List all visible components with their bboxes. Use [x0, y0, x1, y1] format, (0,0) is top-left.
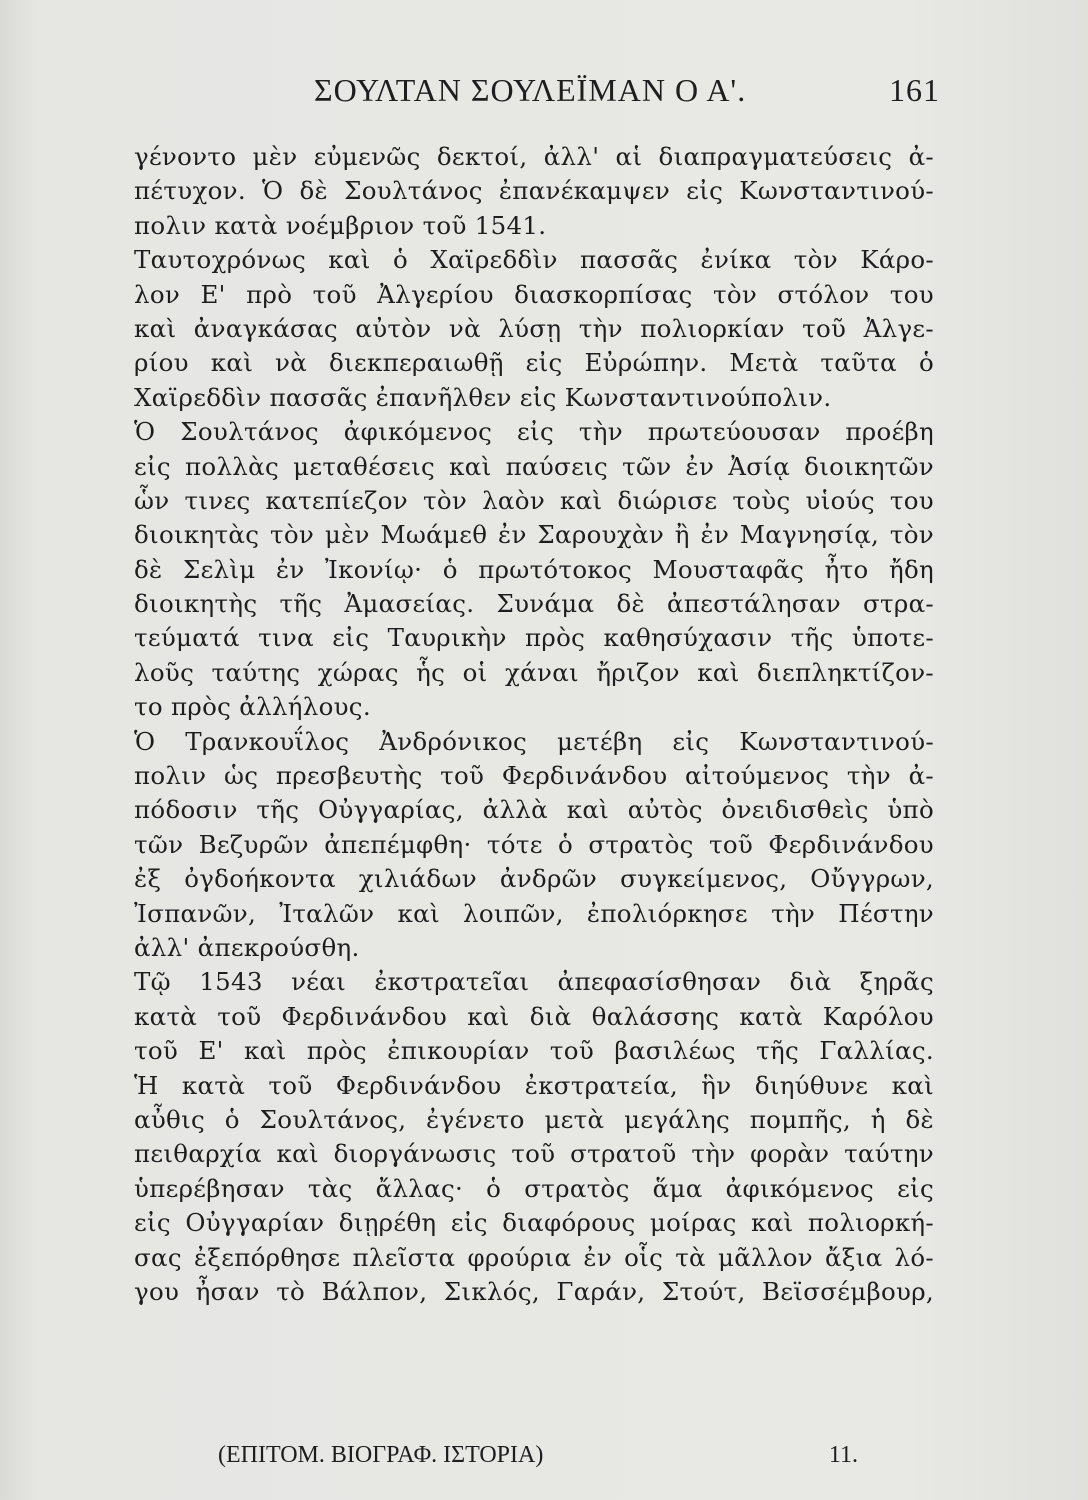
text-line: αὖθις ὁ Σουλτάνος, ἐγένετο μετὰ μεγάλης πομπῆς, ἡ δὲ [134, 1104, 934, 1134]
text-line: Ὁ Σουλτάνος ἀφικόμενος εἰς τὴν πρωτεύουσαν προέβη [134, 417, 934, 447]
text-line: Ταυτοχρόνως καὶ ὁ Χαϊρεδδὶν πασσᾶς ἐνίκα τὸν Κάρο- [134, 245, 934, 275]
text-line: ὑπερέβησαν τὰς ἄλλας· ὁ στρατὸς ἅμα ἀφικόμενος εἰς [134, 1173, 934, 1203]
body-text [134, 140, 934, 1309]
text-line: πολιν ὡς πρεσβευτὴς τοῦ Φερδινάνδου αἰτούμενος τὴν ἀ- [134, 761, 934, 791]
text-line: κατὰ τοῦ Φερδινάνδου καὶ διὰ θαλάσσης κατὰ Καρόλου [134, 1001, 934, 1031]
text-line: πέτυχον. Ὁ δὲ Σουλτάνος ἐπανέκαμψεν εἰς Κωνσταντινού- [134, 176, 934, 206]
sheet-number: 11. [828, 1442, 858, 1468]
page-header [300, 72, 940, 112]
text-line: ἀλλ' ἀπεκρούσθη. [134, 932, 360, 962]
text-line: το πρὸς ἀλλήλους. [134, 692, 371, 722]
text-line: καὶ ἀναγκάσας αὐτὸν νὰ λύσῃ τὴν πολιορκίαν τοῦ Ἀλγε- [134, 313, 934, 343]
page-footer [218, 1442, 858, 1476]
text-line: δὲ Σελὶμ ἐν Ἰκονίῳ· ὁ πρωτότοκος Μουσταφᾶς ἦτο ἤδη [134, 554, 934, 584]
text-line: λον Ε' πρὸ τοῦ Ἀλγερίου διασκορπίσας τὸν στόλον του [134, 279, 934, 309]
text-line: τῶν Βεζυρῶν ἀπεπέμφθη· τότε ὁ στρατὸς τοῦ Φερδινάνδου [134, 829, 934, 859]
text-line: πειθαρχία καὶ διοργάνωσις τοῦ στρατοῦ τὴν φορὰν ταύτην [134, 1139, 934, 1169]
text-line: εἰς Οὐγγαρίαν διῃρέθη εἰς διαφόρους μοίρας καὶ πολιορκή- [134, 1208, 934, 1238]
text-line: διοικητὴς τῆς Ἀμασείας. Συνάμα δὲ ἀπεστάλησαν στρα- [134, 589, 934, 619]
text-line: λοῦς ταύτης χώρας ἧς οἱ χάναι ἤριζον καὶ διεπληκτίζον- [134, 657, 934, 687]
text-line: Ἰσπανῶν, Ἰταλῶν καὶ λοιπῶν, ἐπολιόρκησε τὴν Πέστην [134, 898, 934, 928]
text-line: σας ἐξεπόρθησε πλεῖστα φρούρια ἐν οἷς τὰ μᾶλλον ἄξια λό- [134, 1242, 934, 1272]
text-line: Τῷ 1543 νέαι ἐκστρατεῖαι ἀπεφασίσθησαν διὰ ξηρᾶς [134, 967, 934, 997]
text-line: γένοντο μὲν εὐμενῶς δεκτοί, ἀλλ' αἱ διαπραγματεύσεις ἀ- [134, 142, 934, 171]
text-line: τοῦ Ε' καὶ πρὸς ἐπικουρίαν τοῦ βασιλέως τῆς Γαλλίας. [134, 1036, 934, 1066]
text-line: γου ἦσαν τὸ Βάλπον, Σικλός, Γαράν, Στούτ, Βεϊσσέμβουρ, [134, 1276, 934, 1306]
text-line: Χαϊρεδδὶν πασσᾶς ἐπανῆλθεν εἰς Κωνσταντινούπολιν. [134, 382, 832, 412]
page-number: 161 [889, 72, 940, 108]
text-line: ὧν τινες κατεπίεζον τὸν λαὸν καὶ διώρισε τοὺς υἱούς του [134, 485, 934, 515]
text-line: ἐξ ὀγδοήκοντα χιλιάδων ἀνδρῶν συγκείμενος, Οὔγγρων, [134, 864, 934, 894]
text-line: διοικητὰς τὸν μὲν Μωάμεθ ἐν Σαρουχὰν ἢ ἐν Μαγνησίᾳ, τὸν [134, 520, 934, 550]
text-line: πολιν κατὰ νοέμβριον τοῦ 1541. [134, 210, 547, 240]
text-line: εἰς πολλὰς μεταθέσεις καὶ παύσεις τῶν ἐν Ἀσίᾳ διοικητῶν [134, 451, 934, 481]
text-line: πόδοσιν τῆς Οὐγγαρίας, ἀλλὰ καὶ αὐτὸς ὀνειδισθεὶς ὑπὸ [134, 795, 934, 825]
running-title: ΣΟΥΛΤΑΝ ΣΟΥΛΕΪΜΑΝ Ο Α'. [314, 72, 747, 108]
text-line: τεύματά τινα εἰς Ταυρικὴν πρὸς καθησύχασιν τῆς ὑποτε- [134, 623, 934, 653]
text-line: Ὁ Τρανκουΐλος Ἀνδρόνικος μετέβη εἰς Κωνσταντινού- [134, 726, 934, 756]
signature-mark: (ΕΠΙΤΟΜ. ΒΙΟΓΡΑΦ. ΙΣΤΟΡΙΑ) [218, 1442, 544, 1468]
text-line: ρίου καὶ νὰ διεκπεραιωθῇ εἰς Εὐρώπην. Μετὰ ταῦτα ὁ [134, 348, 934, 378]
text-line: Ἡ κατὰ τοῦ Φερδινάνδου ἐκστρατεία, ἣν διηύθυνε καὶ [134, 1070, 934, 1100]
